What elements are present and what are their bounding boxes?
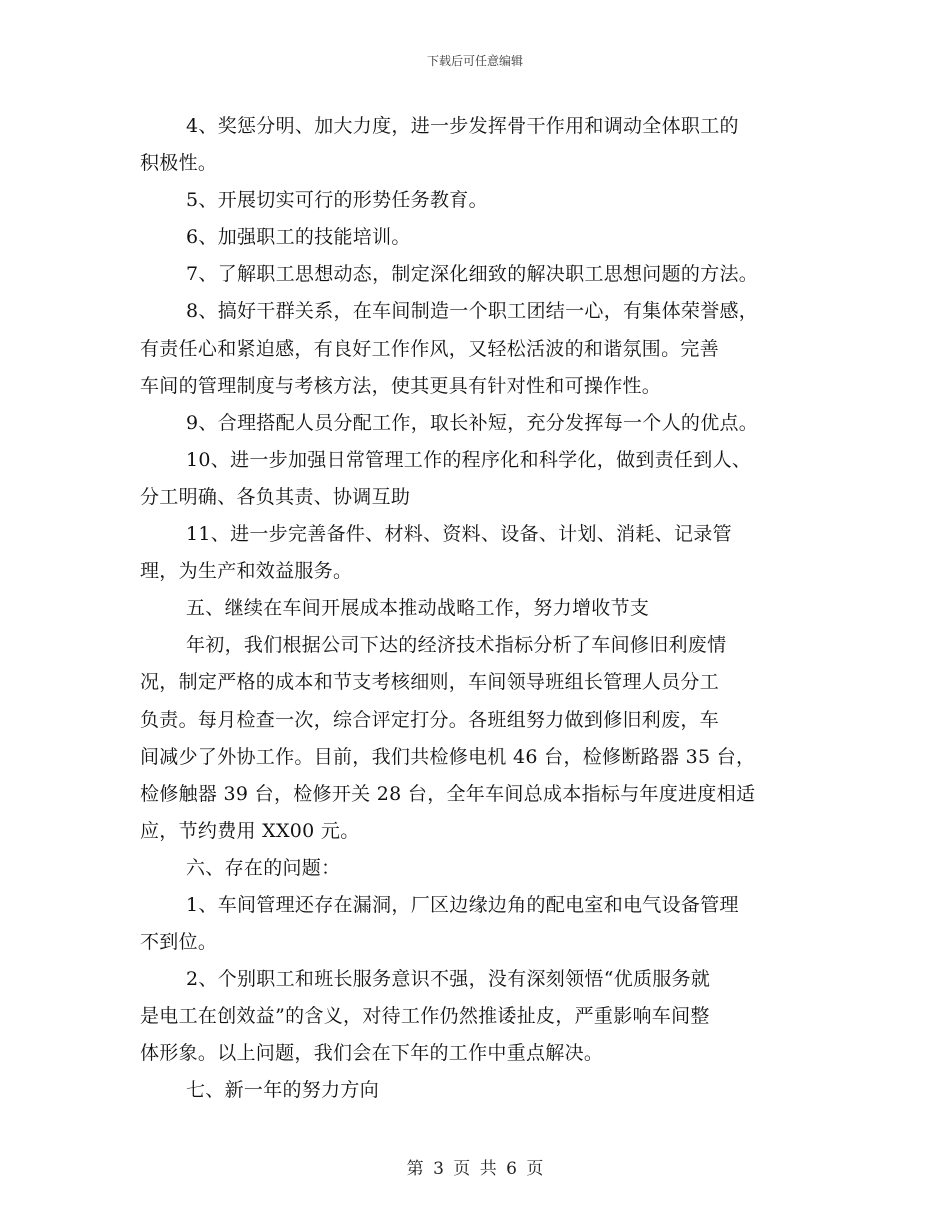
text-line: 6、加强职工的技能培训。 xyxy=(186,226,411,249)
document-body xyxy=(140,108,830,1110)
text-line: 五、继续在车间开展成本推动战略工作，努力增收节支 xyxy=(186,597,650,620)
text-line: 分工明确、各负其责、协调互助 xyxy=(140,485,411,508)
text-line: 检修触器 39 台，检修开关 28 台，全年车间总成本指标与年度进度相适 xyxy=(140,782,756,805)
page-footer: 第 3 页 共 6 页 xyxy=(406,1159,544,1179)
text-line: 年初，我们根据公司下达的经济技术指标分析了车间修旧利废情 xyxy=(186,634,727,657)
text-line: 7、了解职工思想动态，制定深化细致的解决职工思想问题的方法。 xyxy=(186,263,759,286)
text-line: 况，制定严格的成本和节支考核细则，车间领导班组长管理人员分工 xyxy=(140,671,720,694)
text-line: 间减少了外协工作。目前，我们共检修电机 46 台，检修断路器 35 台， xyxy=(140,745,756,768)
text-line: 不到位。 xyxy=(140,931,218,954)
text-line: 有责任心和紧迫感，有良好工作作风，又轻松活波的和谐氛围。完善 xyxy=(140,337,720,360)
text-line: 11、进一步完善备件、材料、资料、设备、计划、消耗、记录管 xyxy=(186,523,732,546)
text-line: 9、合理搭配人员分配工作，取长补短，充分发挥每一个人的优点。 xyxy=(186,411,759,434)
text-line: 8、搞好干群关系，在车间制造一个职工团结一心，有集体荣誉感， xyxy=(186,300,759,323)
text-line: 2、个别职工和班长服务意识不强，没有深刻领悟“优质服务就 xyxy=(186,968,711,991)
text-line: 六、存在的问题： xyxy=(186,856,341,879)
text-line: 负责。每月检查一次，综合评定打分。各班组努力做到修旧利废，车 xyxy=(140,708,720,731)
text-line: 1、车间管理还存在漏洞，厂区边缘边角的配电室和电气设备管理 xyxy=(186,893,739,916)
text-line: 车间的管理制度与考核方法，使其更具有针对性和可操作性。 xyxy=(140,374,662,397)
text-line: 理，为生产和效益服务。 xyxy=(140,560,353,583)
text-line: 积极性。 xyxy=(140,152,218,175)
text-line: 5、开展切实可行的形势任务教育。 xyxy=(186,189,488,212)
text-line: 4、奖惩分明、加大力度，进一步发挥骨干作用和调动全体职工的 xyxy=(186,115,739,137)
page-header: 下载后可任意编辑 xyxy=(426,54,523,68)
text-line: 应，节约费用 XX00 元。 xyxy=(140,819,360,842)
text-line: 体形象。以上问题，我们会在下年的工作中重点解决。 xyxy=(140,1042,604,1065)
text-line: 10、进一步加强日常管理工作的程序化和科学化，做到责任到人、 xyxy=(186,448,752,471)
text-line: 是电工在创效益”的含义，对待工作仍然推诿扯皮，严重影响车间整 xyxy=(140,1005,710,1028)
text-line: 七、新一年的努力方向 xyxy=(186,1079,380,1102)
